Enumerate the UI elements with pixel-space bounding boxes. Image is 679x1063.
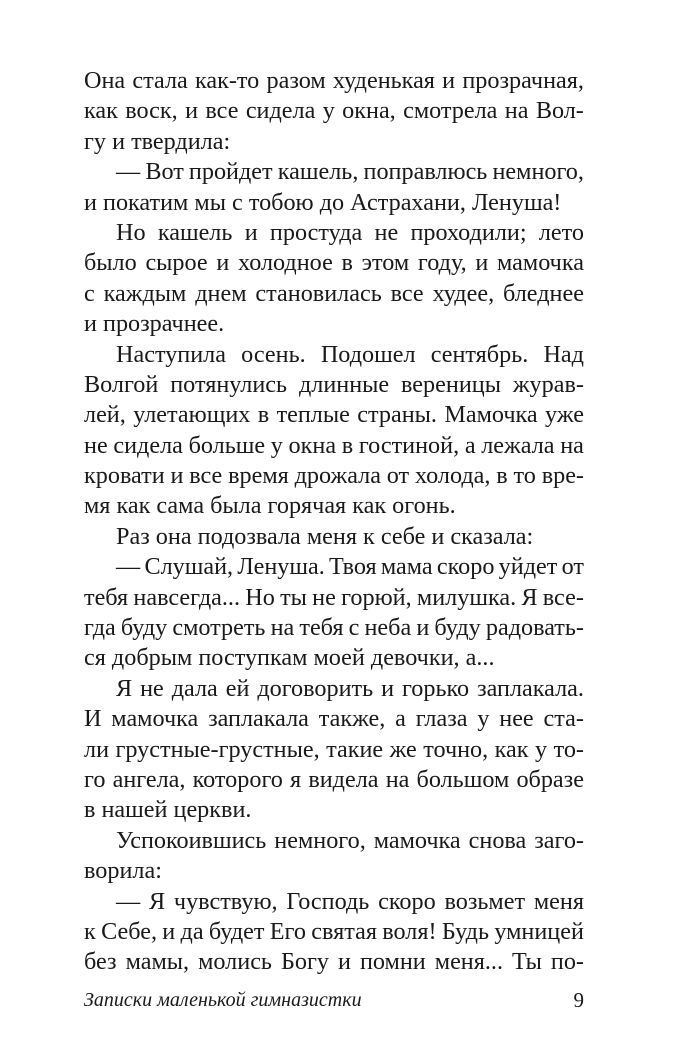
text-line: не сидела больше у окна в гостиной, а лежала на: [84, 431, 584, 459]
text-line: Она стала как-то разом худенькая и прозрачная,: [84, 67, 584, 94]
text-line: Успокоившись немного, мамочка снова заго-: [116, 826, 584, 854]
text-line: Волгой потянулись длинные вереницы журав-: [84, 370, 584, 398]
page-footer: [84, 985, 584, 1015]
text-line: гда буду смотреть на тебя с неба и буду радовать-: [84, 614, 584, 642]
text-line: и прозрачнее.: [84, 310, 225, 338]
page-number: 9: [573, 988, 584, 1012]
text-line: ли грустные-грустные, такие же точно, как у то-: [84, 735, 584, 763]
text-line: Раз она подозвала меня к себе и сказала:: [116, 522, 534, 550]
running-title: Записки маленькой гимназистки: [84, 989, 362, 1011]
text-line: лей, улетающих в теплые страны. Мамочка уже: [84, 401, 584, 429]
text-line: к Себе, и да будет Его святая воля! Будь умницей: [84, 917, 584, 945]
text-line: тебя навсегда... Но ты не горюй, милушка. Я все-: [84, 583, 584, 611]
text-line: ворила:: [84, 857, 162, 885]
text-line: в нашей церкви.: [84, 796, 252, 824]
text-line: мя как сама была горячая как огонь.: [84, 492, 456, 520]
text-line: с каждым днем становилась все худее, бледнее: [84, 279, 584, 307]
text-line: Я не дала ей договорить и горько заплакала.: [116, 674, 584, 702]
text-line: И мамочка заплакала также, а глаза у нее ста-: [84, 705, 584, 733]
text-line: — Я чувствую, Господь скоро возьмет меня: [116, 887, 584, 915]
text-line: гу и твердила:: [84, 127, 231, 155]
text-line: кровати и все время дрожала от холода, в то вре-: [84, 462, 584, 490]
text-line: Наступила осень. Подошел сентябрь. Над: [116, 340, 584, 368]
text-line: го ангела, которого я видела на большом образе: [84, 765, 584, 793]
text-line: — Вот пройдет кашель, поправлюсь немного,: [116, 158, 584, 186]
text-line: было сырое и холодное в этом году, и мамочка: [84, 249, 584, 277]
text-line: ся добрым поступкам моей девочки, а...: [84, 644, 495, 672]
body-text: [84, 66, 584, 978]
text-line: как воск, и все сидела у окна, смотрела на Вол-: [84, 97, 584, 125]
text-line: — Слушай, Ленуша. Твоя мама скоро уйдет от: [116, 553, 584, 581]
text-line: Но кашель и простуда не проходили; лето: [116, 218, 584, 246]
text-line: без мамы, молись Богу и помни меня... Ты по-: [84, 948, 584, 976]
text-line: и покатим мы с тобою до Астрахани, Ленуша!: [84, 188, 562, 216]
